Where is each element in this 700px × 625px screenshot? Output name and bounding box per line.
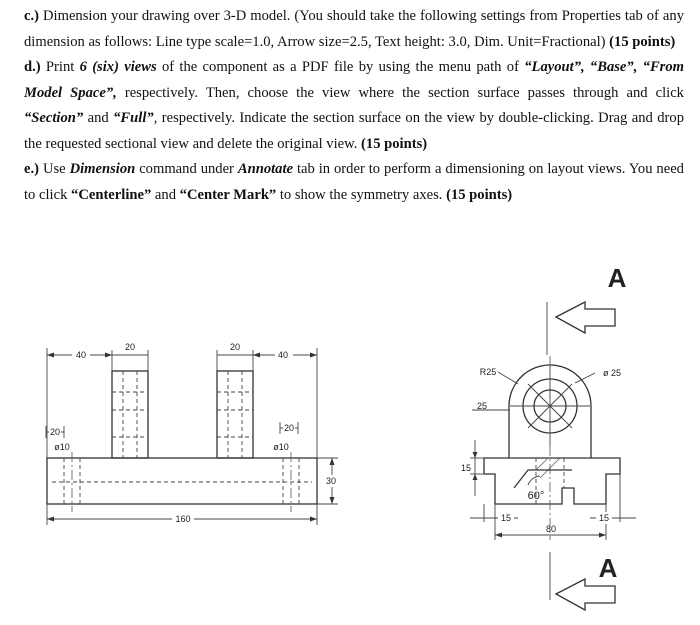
dim-angle-60: 60°: [527, 490, 545, 502]
side-view: [461, 263, 636, 610]
section-label-a-top: A: [607, 263, 627, 293]
front-right-upright: [217, 371, 253, 458]
dim-right-20: 20: [283, 423, 295, 433]
item-d-text-5: , respectively. Indicate the section surface on the view by double-clicking. Drag and drop the requested sectional view and delete the original view.: [24, 110, 685, 152]
item-d-menu-path: “Layout”, “Base”, “From Model Space”,: [24, 59, 685, 101]
dim-left-diameter-10: ø10: [54, 442, 70, 452]
item-c-text: Dimension your drawing over 3-D model. (You should take the following settings from Properties tab of any dimension as follows: Line type scale=1.0, Arrow size=2.5, Text height: 3.0, Dim. Unit=Fractional): [24, 8, 684, 50]
item-e-label: e.): [24, 161, 39, 177]
dim-r25: R25: [479, 367, 497, 377]
section-label-a-bottom: A: [598, 553, 618, 583]
dim-right-diameter-10: ø10: [273, 442, 289, 452]
item-c-points: (15 points): [609, 33, 676, 50]
item-d-points: (15 points): [361, 135, 428, 152]
item-e-text-4: and: [151, 186, 180, 203]
item-d-full: “Full”: [113, 110, 154, 126]
front-view: [46, 342, 340, 525]
dim-top-20-right: 20: [229, 342, 241, 352]
dim-left-40: 40: [75, 350, 87, 360]
dim-r-small-25: 25: [476, 401, 488, 411]
item-c-label: c.): [24, 8, 39, 24]
dim-left-15: 15: [500, 513, 512, 523]
dim-height-30: 30: [325, 476, 337, 486]
item-e-centerline: “Centerline”: [71, 186, 152, 203]
item-d-six-views: 6 (six) views: [79, 59, 157, 75]
dim-width-80: 80: [545, 524, 557, 534]
front-left-upright: [112, 371, 148, 458]
item-d-text-1: Print: [40, 59, 80, 75]
dim-diameter-25: ø 25: [602, 368, 622, 378]
item-e-points: (15 points): [446, 186, 513, 203]
section-arrow-bottom: [556, 579, 615, 610]
item-e-text-1: Use: [39, 161, 70, 177]
side-base-outline: [484, 458, 620, 504]
item-e-text-2: command under: [135, 161, 238, 177]
item-e-center-mark: “Center Mark”: [179, 186, 277, 203]
item-d-text-2: of the component as a PDF file by using the menu path of: [156, 59, 525, 75]
dim-left-20: 20: [49, 427, 61, 437]
dim-length-160: 160: [175, 514, 191, 524]
item-e-text-3: tab in order to perform a dimensioning on layout views. You need to click: [24, 161, 684, 203]
side-v-groove: [514, 470, 572, 488]
item-d-text-4: and: [83, 110, 114, 126]
item-d-text-3: respectively. Then, choose the view where the section surface passes through and click: [116, 84, 684, 101]
dim-right-40: 40: [277, 350, 289, 360]
item-e-text-5: to show the symmetry axes.: [276, 186, 447, 203]
front-base-outline: [47, 458, 317, 504]
item-e-annotate: Annotate: [237, 161, 294, 177]
item-d-label: d.): [24, 59, 41, 75]
dim-right-15: 15: [598, 513, 610, 523]
item-e-dimension: Dimension: [69, 161, 136, 177]
dim-height-15: 15: [460, 463, 472, 473]
section-arrow-top: [556, 302, 615, 333]
dim-top-20-left: 20: [124, 342, 136, 352]
item-d-section: “Section”: [24, 110, 84, 126]
